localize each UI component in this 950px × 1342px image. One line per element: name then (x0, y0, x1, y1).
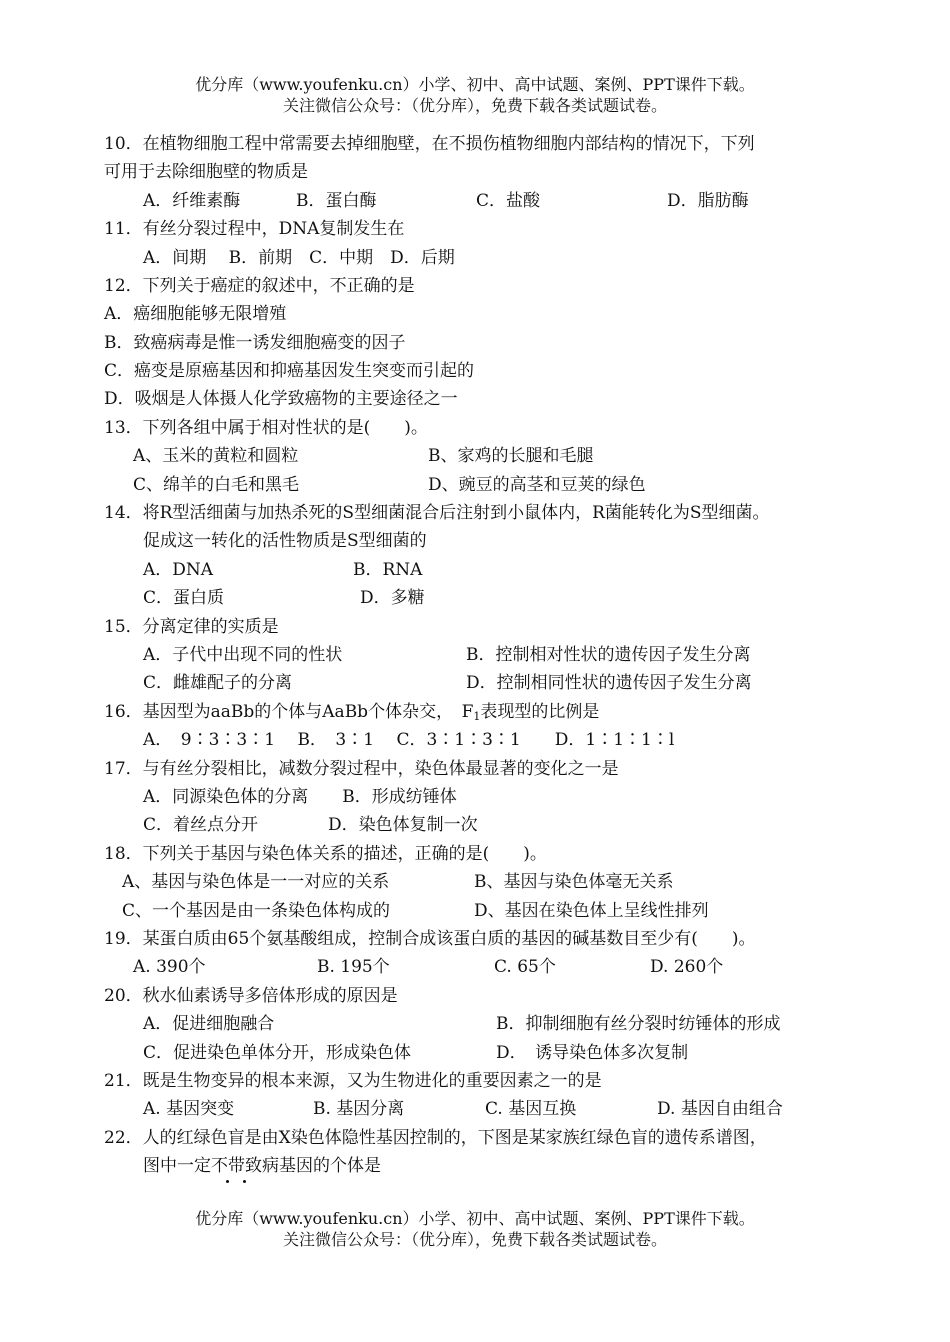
q13-option-d: D、豌豆的高茎和豆荚的绿色 (428, 475, 646, 495)
q19-stem: 19．某蛋白质由65个氨基酸组成，控制合成该蛋白质的基因的碱基数目至少有( )。 (104, 929, 756, 949)
q14-option-a: A．DNA (143, 560, 214, 580)
page-header (0, 74, 950, 116)
footer-line-2: 关注微信公众号：（优分库），免费下载各类试题试卷。 (282, 1230, 667, 1249)
q18-option-b: B、基因与染色体毫无关系 (474, 872, 674, 892)
page-footer (0, 1208, 950, 1250)
header-line-2: 关注微信公众号：（优分库），免费下载各类试题试卷。 (282, 96, 667, 115)
q20-option-c: C．促进染色单体分开，形成染色体 (143, 1043, 412, 1063)
q10-option-c: C．盐酸 (476, 191, 541, 211)
q18-option-a: A、基因与染色体是一一对应的关系 (122, 872, 390, 892)
q13-stem: 13．下列各组中属于相对性状的是( )。 (104, 418, 428, 438)
q19-option-a: A. 390个 (133, 957, 206, 977)
q18-option-d: D、基因在染色体上呈线性排列 (474, 901, 709, 921)
q13-option-a: A、玉米的黄粒和圆粒 (133, 446, 299, 466)
q17-option-c: C．着丝点分开 (143, 815, 259, 835)
q10-option-b: B．蛋白酶 (296, 191, 377, 211)
q16-stem (104, 700, 599, 729)
q15-stem: 15．分离定律的实质是 (104, 617, 279, 637)
q19-option-b: B. 195个 (317, 957, 390, 977)
q18-option-c: C、一个基因是由一条染色体构成的 (122, 901, 391, 921)
q10-stem-1: 10．在植物细胞工程中常需要去掉细胞壁，在不损伤植物细胞内部结构的情况下，下列 (104, 134, 755, 154)
q11-options: A．间期 B．前期 C．中期 D．后期 (143, 248, 455, 268)
q11-stem: 11．有丝分裂过程中，DNA复制发生在 (104, 219, 405, 239)
q10-stem-2: 可用于去除细胞壁的物质是 (104, 162, 308, 182)
q12-option-a: A．癌细胞能够无限增殖 (104, 304, 287, 324)
q16-stem-pre: 16．基因型为aaBb的个体与AaBb个体杂交， F (104, 702, 474, 722)
q14-option-b: B．RNA (353, 560, 423, 580)
q16-options: A． 9∶3∶3∶1 B． 3∶1 C．3∶1∶3∶1 D．1∶1∶1∶l (143, 730, 675, 750)
q16-stem-post: 表现型的比例是 (480, 702, 600, 722)
q22-stem-1: 22．人的红绿色盲是由X染色体隐性基因控制的，下图是某家族红绿色盲的遗传系谱图， (104, 1128, 767, 1148)
q12-stem: 12．下列关于癌症的叙述中，不正确的是 (104, 276, 415, 296)
q15-option-b: B．控制相对性状的遗传因子发生分离 (466, 645, 751, 665)
q19-option-d: D. 260个 (650, 957, 724, 977)
q21-option-d: D. 基因自由组合 (657, 1099, 783, 1119)
q12-option-d: D．吸烟是人体摄人化学致癌物的主要途径之一 (104, 389, 458, 409)
q15-option-a: A．子代中出现不同的性状 (143, 645, 343, 665)
q21-option-b: B. 基因分离 (313, 1099, 405, 1119)
q14-stem-1: 14．将R型活细菌与加热杀死的S型细菌混合后注射到小鼠体内，R菌能转化为S型细菌。 (104, 503, 770, 523)
q14-option-d: D．多糖 (360, 588, 425, 608)
q17-options-ab: A．同源染色体的分离 B．形成纺锤体 (143, 787, 457, 807)
q18-stem: 18．下列关于基因与染色体关系的描述，正确的是( )。 (104, 844, 547, 864)
q13-option-c: C、绵羊的白毛和黑毛 (133, 475, 300, 495)
q16-stem-subscript: 1 (473, 710, 481, 723)
q20-option-b: B．抑制细胞有丝分裂时纺锤体的形成 (496, 1014, 781, 1034)
q14-option-c: C．蛋白质 (143, 588, 225, 608)
q14-stem-2: 促成这一转化的活性物质是S型细菌的 (143, 531, 427, 551)
q15-option-c: C．雌雄配子的分离 (143, 673, 293, 693)
q17-stem: 17．与有丝分裂相比，减数分裂过程中，染色体最显著的变化之一是 (104, 759, 619, 779)
q15-option-d: D．控制相同性状的遗传因子发生分离 (466, 673, 752, 693)
q17-option-d: D．染色体复制一次 (328, 815, 478, 835)
q10-option-d: D．脂肪酶 (667, 191, 749, 211)
footer-line-1: 优分库（www.youfenku.cn）小学、初中、高中试题、案例、PPT课件下载。 (195, 1209, 755, 1228)
q13-option-b: B、家鸡的长腿和毛腿 (428, 446, 594, 466)
q20-option-a: A．促进细胞融合 (143, 1014, 275, 1034)
q19-option-c: C. 65个 (494, 957, 556, 977)
emphasis-dot (226, 1180, 229, 1183)
q12-option-c: C．癌变是原癌基因和抑癌基因发生突变而引起的 (104, 361, 475, 381)
q21-option-a: A. 基因突变 (143, 1099, 235, 1119)
q21-option-c: C. 基因互换 (485, 1099, 577, 1119)
q20-option-d: D． 诱导染色体多次复制 (496, 1043, 689, 1063)
q12-option-b: B．致癌病毒是惟一诱发细胞癌变的因子 (104, 333, 406, 353)
header-line-1: 优分库（www.youfenku.cn）小学、初中、高中试题、案例、PPT课件下载。 (195, 75, 755, 94)
q10-option-a: A．纤维素酶 (143, 191, 241, 211)
q22-stem-2: 图中一定不带致病基因的个体是 (143, 1156, 381, 1176)
q21-stem: 21．既是生物变异的根本来源，又为生物进化的重要因素之一的是 (104, 1071, 602, 1091)
q20-stem: 20．秋水仙素诱导多倍体形成的原因是 (104, 986, 398, 1006)
emphasis-dot (243, 1180, 246, 1183)
